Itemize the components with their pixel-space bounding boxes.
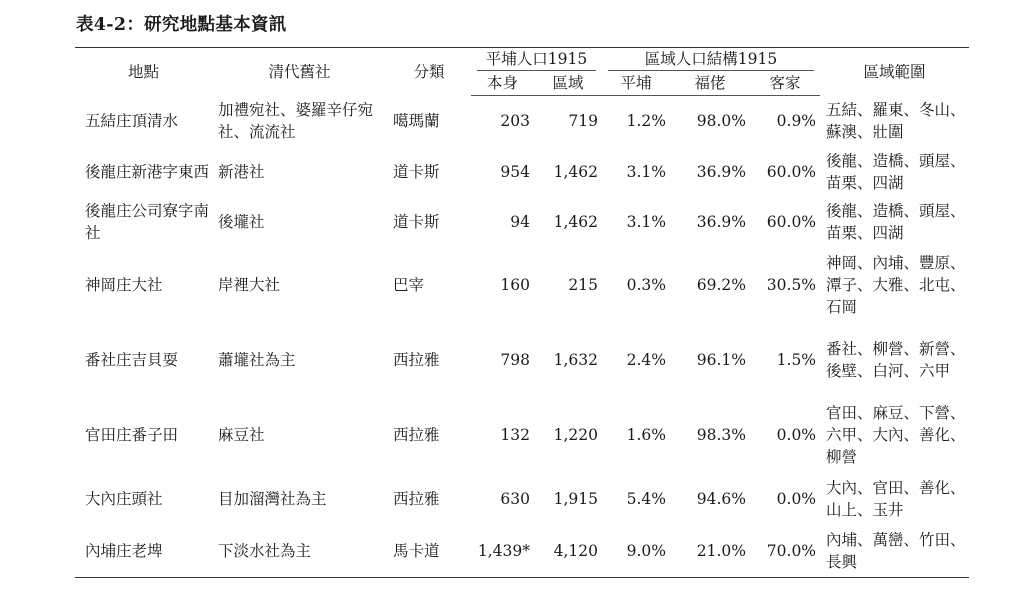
cell-location: 神岡庄大社: [85, 276, 163, 294]
header-structure-group: 區域人口結構1915: [602, 48, 820, 72]
cell-hakka: 70.0%: [750, 525, 820, 578]
cell-classification: 道卡斯: [393, 162, 440, 181]
cell-location: 番社庄吉貝耍: [85, 350, 179, 369]
header-qing-name: 清代舊社: [212, 48, 387, 96]
cell-pingpu: 0.3%: [626, 276, 667, 294]
table-row: [75, 147, 969, 197]
cell-region: 4,120: [534, 525, 602, 578]
cell-self: 798: [500, 350, 530, 369]
table-row: [75, 525, 969, 578]
cell-classification: 巴宰: [393, 276, 425, 294]
cell-region: 1,632: [553, 350, 599, 369]
cell-classification: 馬卡道: [387, 525, 471, 578]
header-self: 本身: [471, 71, 534, 96]
table-row: [75, 397, 969, 474]
cell-self: 1,439*: [471, 525, 534, 578]
table-title: 表4-2：研究地點基本資訊: [76, 15, 287, 35]
cell-classification: 西拉雅: [393, 490, 440, 508]
cell-fulao: 36.9%: [696, 162, 747, 181]
table-row: [75, 197, 969, 248]
cell-fulao: 98.0%: [696, 112, 747, 131]
cell-classification: 噶瑪蘭: [393, 112, 440, 130]
cell-qing-name: 目加溜灣社為主: [218, 490, 327, 508]
cell-pingpu: 5.4%: [626, 490, 667, 508]
cell-self: 954: [500, 162, 530, 181]
cell-pingpu: 3.1%: [626, 213, 667, 231]
table-row: [75, 474, 969, 525]
cell-region: 1,220: [553, 426, 599, 444]
cell-location: 後龍庄新港字東西: [85, 162, 210, 181]
cell-range: 後龍、造橋、頭屋、苗栗、四湖: [826, 202, 966, 242]
cell-location: 五結庄頂清水: [85, 112, 179, 130]
table-row: [75, 248, 969, 323]
cell-range: 內埔、萬巒、竹田、長興: [820, 525, 969, 578]
cell-hakka: 0.0%: [776, 426, 817, 444]
cell-pingpu: 1.6%: [626, 426, 667, 444]
header-hakka: 客家: [750, 71, 820, 96]
cell-range: 大內、官田、善化、山上、玉井: [826, 479, 966, 519]
cell-classification: 西拉雅: [393, 350, 440, 369]
cell-fulao: 36.9%: [696, 213, 747, 231]
cell-qing-name: 岸裡大社: [218, 276, 281, 294]
cell-pingpu: 3.1%: [626, 162, 667, 181]
cell-classification: 西拉雅: [393, 426, 440, 444]
table-row: [75, 323, 969, 397]
cell-range: 番社、柳營、新營、後壁、白河、六甲: [826, 339, 966, 380]
cell-region: 215: [568, 276, 599, 294]
cell-region: 719: [568, 112, 599, 131]
cell-classification: 道卡斯: [393, 213, 440, 231]
cell-fulao: 21.0%: [670, 525, 750, 578]
cell-fulao: 69.2%: [696, 276, 747, 294]
cell-hakka: 1.5%: [776, 350, 817, 369]
data-table: [75, 47, 969, 578]
cell-self: 132: [500, 426, 530, 444]
cell-range: 後龍、造橋、頭屋、苗栗、四湖: [826, 151, 966, 192]
cell-location: 官田庄番子田: [85, 426, 179, 444]
cell-range: 五結、羅東、冬山、蘇澳、壯圍: [826, 101, 966, 141]
cell-region: 1,915: [553, 490, 599, 508]
cell-location: 大內庄頭社: [85, 490, 163, 508]
header-location: 地點: [75, 48, 212, 96]
data-table-container: [75, 47, 969, 578]
cell-fulao: 94.6%: [696, 490, 747, 508]
cell-qing-name: 加禮宛社、婆羅辛仔宛社、流流社: [218, 101, 374, 141]
cell-hakka: 60.0%: [766, 162, 817, 181]
cell-qing-name: 蕭壠社為主: [218, 350, 296, 369]
cell-hakka: 30.5%: [766, 276, 817, 294]
cell-range: 官田、麻豆、下營、六甲、大內、善化、柳營: [826, 404, 966, 466]
cell-qing-name: 後壠社: [218, 213, 265, 231]
cell-self: 203: [500, 112, 530, 131]
cell-hakka: 0.0%: [776, 490, 817, 508]
cell-location: 內埔庄老埤: [75, 525, 212, 578]
cell-self: 94: [510, 213, 530, 231]
cell-range: 神岡、內埔、豐原、潭子、大雅、北屯、石岡: [826, 254, 966, 316]
cell-pingpu: 9.0%: [602, 525, 670, 578]
header-range: 區域範圍: [820, 48, 969, 96]
cell-fulao: 96.1%: [696, 350, 747, 369]
cell-region: 1,462: [553, 162, 599, 181]
header-region: 區域: [534, 71, 602, 96]
header-classification: 分類: [387, 48, 471, 96]
cell-qing-name: 下淡水社為主: [212, 525, 387, 578]
header-pingpu: 平埔: [602, 71, 670, 96]
header-pingpu-group: 平埔人口1915: [471, 48, 602, 72]
cell-fulao: 98.3%: [696, 426, 747, 444]
cell-self: 630: [500, 490, 530, 508]
cell-self: 160: [500, 276, 530, 294]
cell-location: 後龍庄公司寮字南社: [85, 202, 210, 242]
cell-qing-name: 麻豆社: [218, 426, 265, 444]
table-row: [75, 96, 969, 147]
cell-pingpu: 1.2%: [626, 112, 667, 131]
header-fulao: 福佬: [670, 71, 750, 96]
cell-hakka: 0.9%: [776, 112, 817, 131]
cell-pingpu: 2.4%: [626, 350, 667, 369]
cell-hakka: 60.0%: [766, 213, 817, 231]
cell-region: 1,462: [553, 213, 599, 231]
cell-qing-name: 新港社: [218, 162, 265, 181]
